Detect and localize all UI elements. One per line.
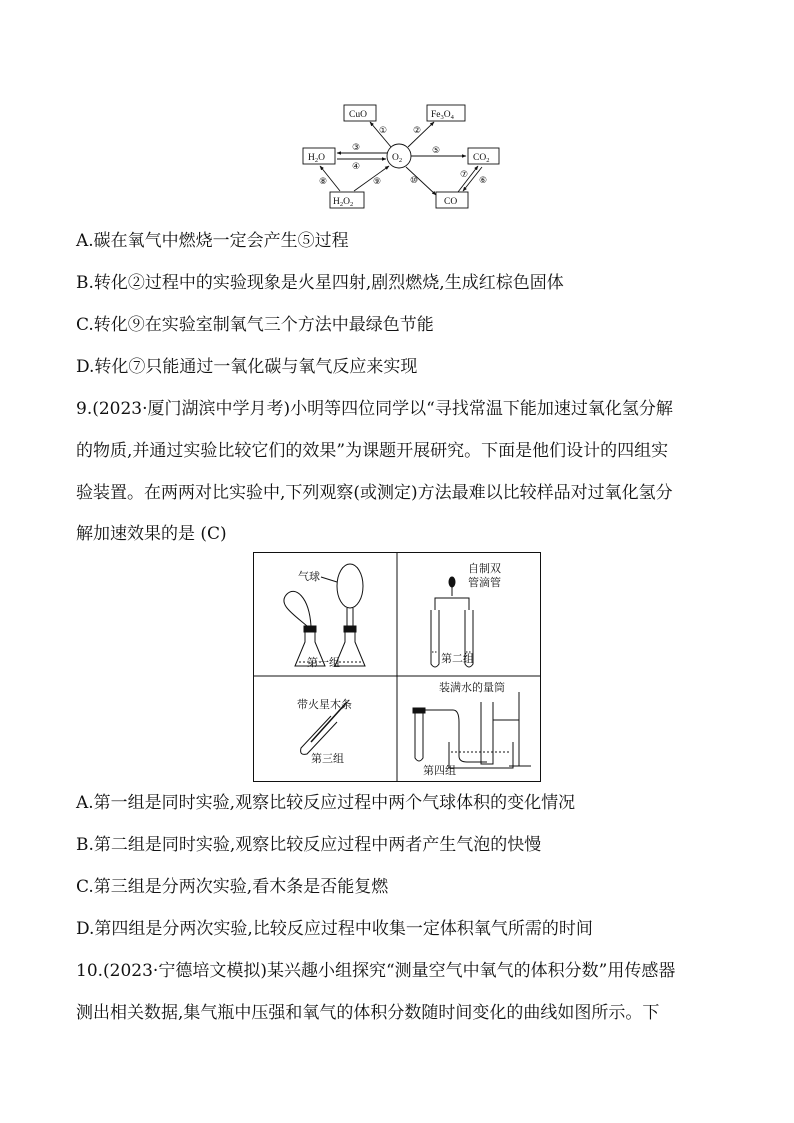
q9-experiment-figure: [253, 552, 541, 782]
o2-label: $O_2$: [392, 153, 403, 164]
group4-note: 装满水的量筒: [439, 681, 505, 694]
stopper-right: [344, 626, 356, 632]
group1-label: 第一组: [307, 656, 340, 669]
q8-option-a: A.碳在氧气中燃烧一定会产生⑤过程: [76, 231, 349, 251]
q8-option-c: C.转化⑨在实验室制氧气三个方法中最绿色节能: [76, 315, 434, 335]
arrow-label-6: ⑥: [479, 176, 488, 186]
q10-stem-line-2: 测出相关数据,集气瓶中压强和氧气的体积分数随时间变化的曲线如图所示。下: [76, 1003, 660, 1023]
tilted-test-tube: [301, 716, 337, 754]
group1-apparatus: [284, 564, 365, 666]
group2-note-2: 管滴管: [468, 576, 501, 589]
q8-option-b: B.转化②过程中的实验现象是火星四射,剧烈燃烧,生成红棕色固体: [76, 273, 564, 293]
arrow-label-5: ⑤: [432, 146, 441, 156]
co2-label: $CO_2$: [473, 153, 490, 164]
dropper-bulb: [449, 577, 455, 587]
arrow-label-7: ⑦: [460, 170, 469, 180]
test-tube-left: [431, 610, 439, 667]
oxygen-reaction-diagram: [296, 96, 506, 212]
arrow-label-8: ⑧: [319, 177, 328, 187]
h2o2-label: $H_2O_2$: [333, 197, 354, 208]
balloon-pointer: [321, 577, 337, 582]
reaction-tube: [415, 712, 423, 761]
arrow-label-4: ④: [352, 162, 361, 172]
h2o-label: $H_2O$: [308, 153, 325, 164]
q8-option-d: D.转化⑦只能通过一氧化碳与氧气反应来实现: [76, 357, 418, 377]
stopper-left: [304, 626, 316, 632]
fe3o4-label: $Fe_3O_4$: [431, 110, 454, 121]
q9-option-b: B.第二组是同时实验,观察比较反应过程中两者产生气泡的快慢: [76, 835, 542, 855]
cuo-label: CuO: [349, 110, 367, 120]
arrow-label-2: ②: [413, 126, 422, 136]
q9-stem-line-3: 验装置。在两两对比实验中,下列观察(或测定)方法最难以比较样品对过氧化氢分: [76, 483, 673, 503]
q10-stem-line-1: 10.(2023·宁德培文模拟)某兴趣小组探究“测量空气中氧气的体积分数”用传感器: [76, 961, 676, 981]
q9-stem-line-4: 解加速效果的是 (C): [76, 524, 227, 544]
arrow-label-1: ①: [379, 126, 388, 136]
group4-label: 第四组: [423, 764, 456, 777]
q9-option-a: A.第一组是同时实验,观察比较反应过程中两个气球体积的变化情况: [76, 793, 576, 813]
group3-note: 带火星木条: [297, 698, 352, 711]
o2-circle: [387, 144, 411, 168]
graduated-cylinder: [481, 702, 493, 764]
q9-stem-line-1: 9.(2023·厦门湖滨中学月考)小明等四位同学以“寻找常温下能加速过氧化氢分解: [76, 399, 673, 419]
q9-option-d: D.第四组是分两次实验,比较反应过程中收集一定体积氧气所需的时间: [76, 919, 593, 939]
co-label: CO: [444, 197, 458, 207]
arrow-label-9: ⑨: [373, 177, 382, 187]
balloon-limp: [284, 591, 311, 626]
arrow-label-10: ⑩: [410, 176, 419, 186]
group2-note-1: 自制双: [468, 562, 501, 575]
q9-option-c: C.第三组是分两次实验,看木条是否能复燃: [76, 877, 389, 897]
group1-balloon-label: 气球: [298, 570, 320, 583]
q9-stem-line-2: 的物质,并通过实验比较它们的效果”为课题开展研究。下面是他们设计的四组实: [76, 441, 669, 461]
group4-apparatus: [413, 692, 531, 768]
group3-label: 第三组: [311, 752, 344, 765]
group2-label: 第二组: [441, 652, 474, 665]
arrow-label-3: ③: [352, 143, 361, 153]
balloon-inflated: [337, 564, 363, 608]
